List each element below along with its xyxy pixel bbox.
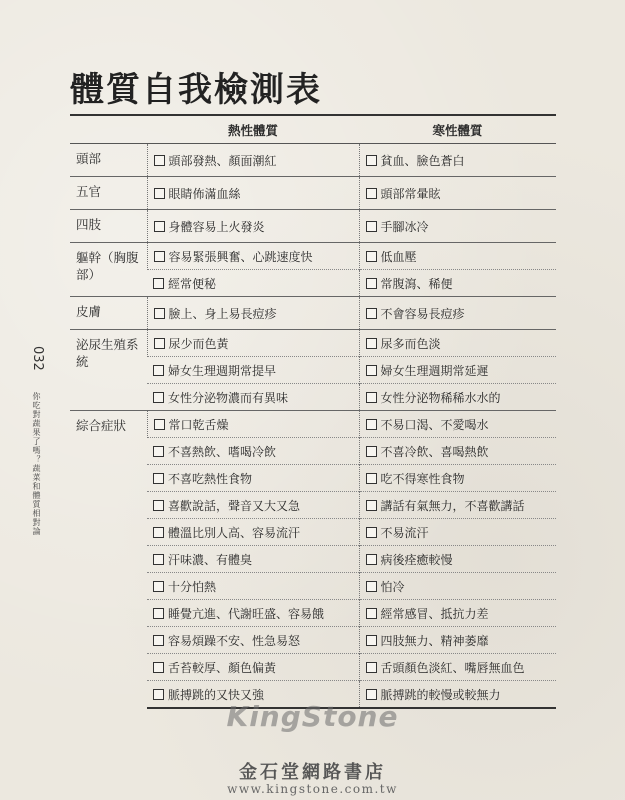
- cold-symptom-cell: [359, 573, 556, 600]
- checkbox[interactable]: [366, 251, 377, 262]
- hot-symptom-cell: [147, 210, 359, 243]
- table-row: [70, 144, 556, 177]
- checkbox[interactable]: [366, 338, 377, 349]
- table-row: [70, 243, 556, 270]
- checkbox[interactable]: [366, 473, 377, 484]
- cold-symptom-cell: [359, 546, 556, 573]
- hot-symptom-cell: [147, 492, 359, 519]
- symptom-label: 四肢無力、精神萎靡: [380, 633, 489, 648]
- symptom-label: 婦女生理週期常提早: [168, 363, 277, 378]
- checkbox[interactable]: [366, 392, 377, 403]
- symptom-label: 病後痊癒較慢: [380, 552, 453, 567]
- running-head: 你吃對蔬果了嗎？蔬菜和體質相對論: [32, 392, 41, 536]
- symptom-label: 身體容易上火發炎: [168, 219, 265, 234]
- page-title: 體質自我檢測表: [70, 70, 322, 110]
- hot-symptom-cell: [147, 546, 359, 573]
- store-name: 金石堂網路書店: [239, 762, 386, 783]
- symptom-label: 不喜吃熱性食物: [168, 471, 253, 486]
- symptom-label: 不會容易長痘疹: [380, 306, 465, 321]
- store-url: www.kingstone.com.tw: [227, 782, 398, 796]
- checkbox[interactable]: [366, 527, 377, 538]
- page-number: 032: [30, 346, 45, 371]
- cold-symptom-cell: [359, 210, 556, 243]
- hot-symptom-cell: [147, 519, 359, 546]
- symptom-label: 脈搏跳的較慢或較無力: [380, 687, 501, 702]
- table-row: [70, 297, 556, 330]
- cold-symptom-cell: [359, 297, 556, 330]
- checkbox[interactable]: [366, 188, 377, 199]
- symptom-label: 不易口渴、不愛喝水: [380, 417, 489, 432]
- cold-symptom-cell: [359, 519, 556, 546]
- cold-symptom-cell: [359, 270, 556, 297]
- cold-symptom-cell: [359, 330, 556, 357]
- category-cell: 頭部: [70, 144, 147, 177]
- symptom-label: 容易煩躁不安、性急易怒: [168, 633, 301, 648]
- cold-symptom-cell: [359, 438, 556, 465]
- cold-symptom-cell: [359, 492, 556, 519]
- symptom-label: 怕冷: [380, 579, 405, 594]
- cold-symptom-cell: [359, 144, 556, 177]
- cold-symptom-cell: [359, 243, 556, 270]
- symptom-label: 不易流汗: [380, 525, 429, 540]
- table-row: [70, 177, 556, 210]
- checkbox[interactable]: [366, 308, 377, 319]
- checkbox[interactable]: [153, 446, 164, 457]
- kingstone-watermark: [0, 700, 625, 733]
- hot-symptom-cell: [147, 270, 359, 297]
- symptom-label: 經常便秘: [168, 276, 217, 291]
- table-header-row: [70, 115, 556, 144]
- category-cell: 皮膚: [70, 297, 147, 330]
- symptom-label: 容易緊張興奮、心跳速度快: [168, 249, 313, 264]
- checkbox[interactable]: [366, 155, 377, 166]
- symptom-label: 常口乾舌燥: [168, 417, 229, 432]
- hot-symptom-cell: [147, 357, 359, 384]
- checkbox[interactable]: [153, 500, 164, 511]
- symptom-label: 婦女生理週期常延遲: [380, 363, 489, 378]
- cold-symptom-cell: [359, 465, 556, 492]
- table-row: [70, 411, 556, 438]
- checkbox[interactable]: [153, 608, 164, 619]
- header-hot-constitution: 熱性體質: [147, 115, 359, 144]
- symptom-label: 經常感冒、抵抗力差: [380, 606, 489, 621]
- checkbox[interactable]: [366, 446, 377, 457]
- checkbox[interactable]: [154, 251, 165, 262]
- checkbox[interactable]: [153, 662, 164, 673]
- symptom-label: 舌頭顏色淡紅、嘴唇無血色: [380, 660, 525, 675]
- cold-symptom-cell: [359, 627, 556, 654]
- constitution-checklist-table: [70, 114, 556, 709]
- symptom-label: 吃不得寒性食物: [380, 471, 465, 486]
- symptom-label: 頭部常暈眩: [380, 186, 441, 201]
- cold-symptom-cell: [359, 177, 556, 210]
- symptom-label: 常腹瀉、稀便: [380, 276, 453, 291]
- hot-symptom-cell: [147, 573, 359, 600]
- cold-symptom-cell: [359, 384, 556, 411]
- hot-symptom-cell: [147, 177, 359, 210]
- symptom-label: 十分怕熱: [168, 579, 217, 594]
- category-cell: 四肢: [70, 210, 147, 243]
- hot-symptom-cell: [147, 297, 359, 330]
- hot-symptom-cell: [147, 144, 359, 177]
- checkbox[interactable]: [366, 278, 377, 289]
- symptom-label: 手腳冰冷: [380, 219, 429, 234]
- checkbox[interactable]: [154, 308, 165, 319]
- cold-symptom-cell: [359, 600, 556, 627]
- checkbox[interactable]: [366, 581, 377, 592]
- checkbox[interactable]: [366, 635, 377, 646]
- hot-symptom-cell: [147, 243, 359, 270]
- cold-symptom-cell: [359, 654, 556, 681]
- checkbox[interactable]: [366, 365, 377, 376]
- checkbox[interactable]: [153, 635, 164, 646]
- symptom-label: 喜歡說話，聲音又大又急: [168, 498, 301, 513]
- symptom-label: 不喜熱飲、嗜喝冷飲: [168, 444, 277, 459]
- checkbox[interactable]: [366, 500, 377, 511]
- symptom-label: 尿少而色黃: [168, 336, 229, 351]
- category-cell: 五官: [70, 177, 147, 210]
- symptom-label: 低血壓: [380, 249, 417, 264]
- hot-symptom-cell: [147, 465, 359, 492]
- checkbox[interactable]: [153, 689, 164, 700]
- checkbox[interactable]: [154, 419, 165, 430]
- symptom-label: 體溫比別人高、容易流汗: [168, 525, 301, 540]
- hot-symptom-cell: [147, 654, 359, 681]
- symptom-label: 汗味濃、有體臭: [168, 552, 253, 567]
- symptom-label: 女性分泌物稀稀水水的: [380, 390, 501, 405]
- checkbox[interactable]: [153, 473, 164, 484]
- hot-symptom-cell: [147, 411, 359, 438]
- symptom-label: 睡覺亢進、代謝旺盛、容易餓: [168, 606, 325, 621]
- checkbox[interactable]: [154, 155, 165, 166]
- checkbox[interactable]: [154, 221, 165, 232]
- checkbox[interactable]: [153, 527, 164, 538]
- hot-symptom-cell: [147, 330, 359, 357]
- checkbox[interactable]: [366, 554, 377, 565]
- symptom-label: 不喜冷飲、喜喝熱飲: [380, 444, 489, 459]
- checkbox[interactable]: [153, 365, 164, 376]
- category-cell: 泌尿生殖系統: [70, 330, 147, 411]
- symptom-label: 脈搏跳的又快又強: [168, 687, 265, 702]
- checkbox[interactable]: [366, 419, 377, 430]
- symptom-label: 眼睛佈滿血絲: [168, 186, 241, 201]
- symptom-label: 尿多而色淡: [380, 336, 441, 351]
- hot-symptom-cell: [147, 384, 359, 411]
- cold-symptom-cell: [359, 357, 556, 384]
- header-blank: [70, 115, 147, 144]
- symptom-label: 講話有氣無力，不喜歡講話: [380, 498, 525, 513]
- checkbox[interactable]: [153, 554, 164, 565]
- category-cell: 綜合症狀: [70, 411, 147, 709]
- checkbox[interactable]: [154, 188, 165, 199]
- table-row: [70, 210, 556, 243]
- checkbox[interactable]: [153, 581, 164, 592]
- checkbox[interactable]: [153, 278, 164, 289]
- checkbox[interactable]: [366, 689, 377, 700]
- checkbox[interactable]: [154, 338, 165, 349]
- hot-symptom-cell: [147, 627, 359, 654]
- kingstone-logo: KingStone: [226, 700, 399, 733]
- symptom-label: 頭部發熱、顏面潮紅: [168, 153, 277, 168]
- checkbox[interactable]: [366, 662, 377, 673]
- symptom-label: 女性分泌物濃而有異味: [168, 390, 289, 405]
- checkbox[interactable]: [366, 608, 377, 619]
- table-row: [70, 330, 556, 357]
- symptom-label: 臉上、身上易長痘疹: [168, 306, 277, 321]
- hot-symptom-cell: [147, 438, 359, 465]
- checkbox[interactable]: [366, 221, 377, 232]
- header-cold-constitution: 寒性體質: [359, 115, 556, 144]
- checkbox[interactable]: [153, 392, 164, 403]
- symptom-label: 貧血、臉色蒼白: [380, 153, 465, 168]
- category-cell: 軀幹（胸腹部）: [70, 243, 147, 297]
- cold-symptom-cell: [359, 411, 556, 438]
- hot-symptom-cell: [147, 600, 359, 627]
- symptom-label: 舌苔較厚、顏色偏黃: [168, 660, 277, 675]
